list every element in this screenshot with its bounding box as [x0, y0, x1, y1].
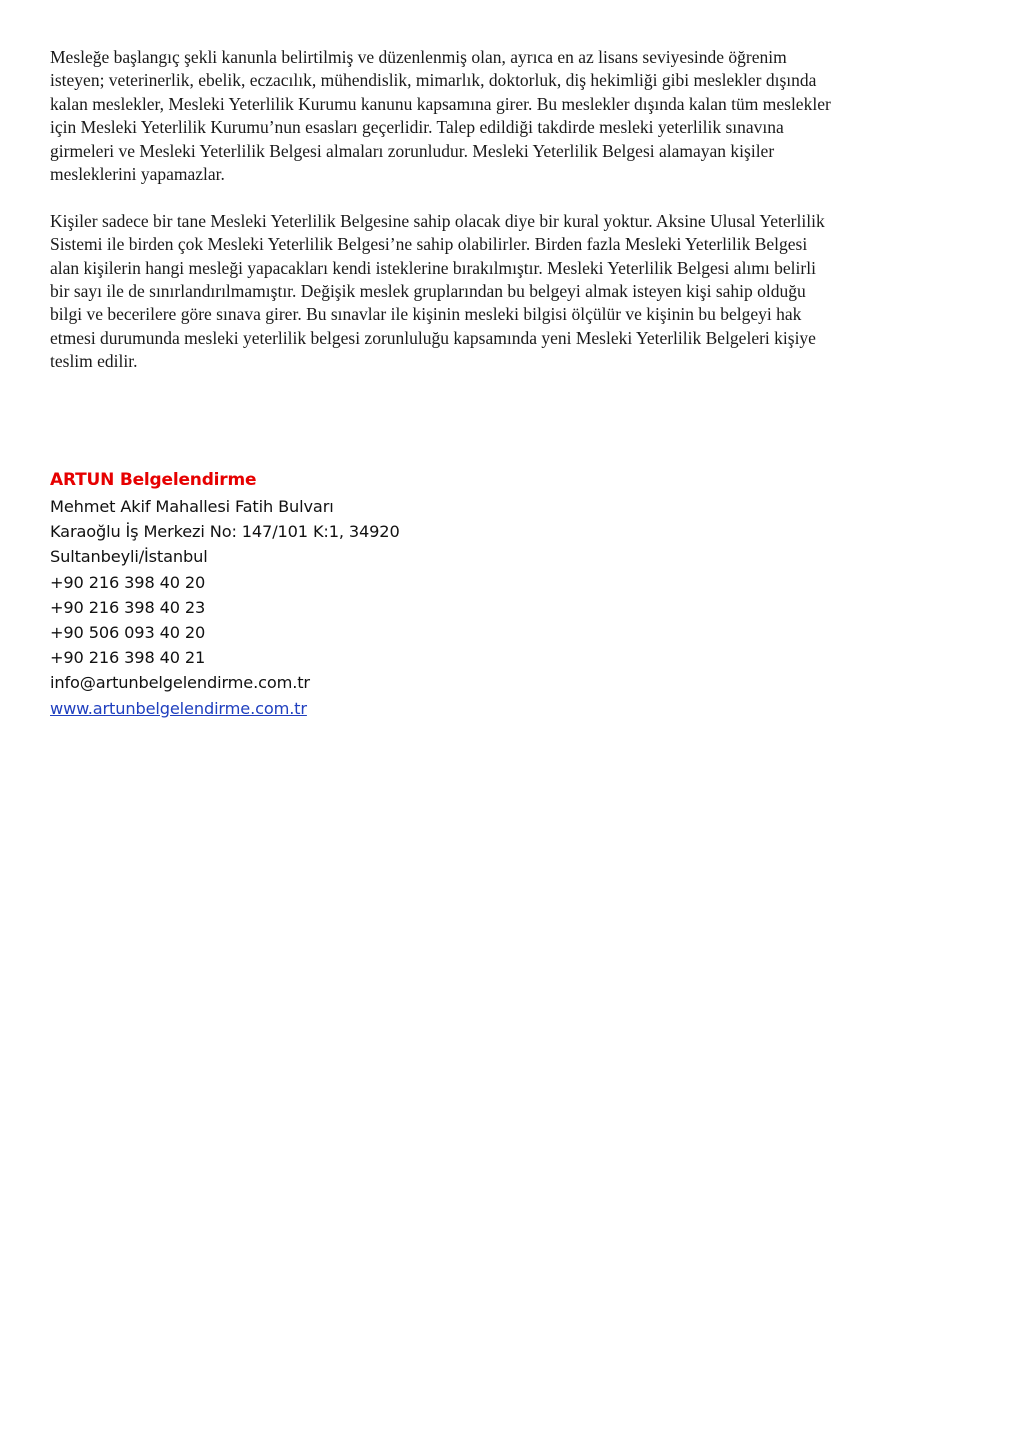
phone-number: +90 506 093 40 20 — [50, 622, 206, 642]
address-line-1: Mehmet Akif Mahallesi Fatih Bulvarı — [50, 497, 334, 516]
phone-number: +90 216 398 40 20 — [50, 572, 206, 592]
phone-number: +90 216 398 40 21 — [50, 648, 206, 668]
company-name: ARTUN Belgelendirme — [50, 470, 257, 490]
document-body — [50, 46, 980, 374]
email-address: info@artunbelgelendirme.com.tr — [50, 673, 310, 693]
address-line-2: Karaoğlu İş Merkezi No: 147/101 K:1, 34920 — [50, 522, 400, 542]
paragraph-2: Kişiler sadece bir tane Mesleki Yeterlilik Belgesine sahip olacak diye bir kural yoktur. Aksine Ulusal Yeterlilik Sistemi ile birden çok Mesleki Yeterlilik Belgesi’ne sahip olabilirler. Birden fazla Mesleki Yeterlilik Belgesi alan kişilerin hangi mesleği yapacakları kendi isteklerine bırakılmıştır. Mesleki Yeterlilik Belgesi alımı belirli bir sayı ile de sınırlandırılmamıştır. Değişik meslek gruplarından bu belgeyi almak isteyen kişi sahip olduğu bilgi ve becerilere göre sınava girer. Bu sınavlar ile kişinin mesleki bilgisi ölçülür ve kişinin bu belgeyi hak etmesi durumunda mesleki yeterlilik belgesi zorunluluğu kapsamında yeni Mesleki Yeterlilik Belgeleri kişiye teslim edilir. — [50, 210, 825, 372]
address-line-3: Sultanbeyli/İstanbul — [50, 547, 208, 567]
website-link[interactable]: www.artunbelgelendirme.com.tr — [50, 698, 307, 718]
phone-number: +90 216 398 40 23 — [50, 597, 206, 617]
contact-block — [50, 466, 400, 721]
paragraph-1: Mesleğe başlangıç şekli kanunla belirtilmiş ve düzenlenmiş olan, ayrıca en az lisans seviyesinde öğrenim isteyen; veterinerlik, ebelik, eczacılık, mühendislik, mimarlık, doktorluk, diş hekimliği gibi meslekler dışında kalan meslekler, Mesleki Yeterlilik Kurumu kanunu kapsamına girer. Bu meslekler dışında kalan tüm meslekler için Mesleki Yeterlilik Kurumu’nun esasları geçerlidir. Talep edildiği takdirde mesleki yeterlilik sınavına girmeleri ve Mesleki Yeterlilik Belgesi almaları zorunludur. Mesleki Yeterlilik Belgesi alamayan kişiler mesleklerini yapamazlar. — [50, 47, 831, 185]
